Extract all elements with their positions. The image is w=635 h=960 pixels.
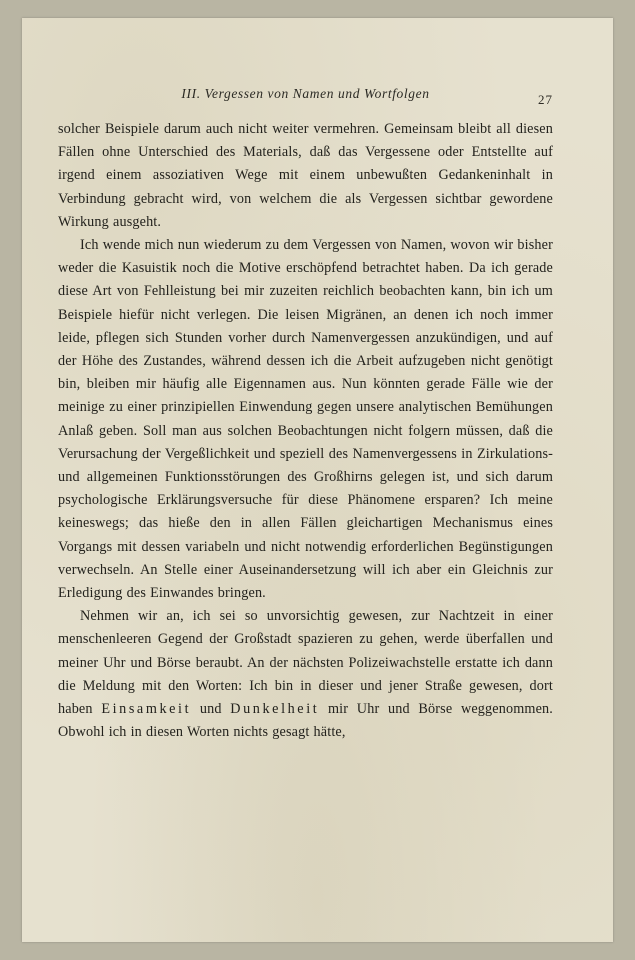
paragraph-3-part-1: Nehmen wir an, ich sei so unvorsichtig gewesen, zur Nachtzeit in einer menschenleeren Gegend der Großstadt spazieren zu gehen, werde überfallen und meiner Uhr und Börse beraubt. An der nächsten Polizeiwachstelle erstatte ich dann die Meldung mit den Worten: Ich bin in dieser und jener Straße gewesen, dort haben — [58, 608, 553, 718]
paragraph-3 — [58, 605, 553, 744]
paragraph-3-part-2: und — [191, 701, 231, 718]
paragraph-1: solcher Beispiele darum auch nicht weiter vermehren. Gemeinsam bleibt all diesen Fällen ohne Unterschied des Materials, daß das Vergessene oder Entstellte auf irgend einem assoziativen Wege mit einem unbewußten Gedankeninhalt in Verbindung gebracht wird, von welchem die als Vergessen sichtbar gewordene Wirkung ausgeht. — [58, 121, 553, 230]
page-text-block — [58, 86, 553, 744]
book-page — [22, 18, 613, 942]
page-number: 27 — [538, 92, 553, 107]
running-head — [181, 86, 429, 102]
emphasis-einsamkeit: Einsamkeit — [101, 701, 192, 718]
paragraph-3-part-3: mir Uhr und Börse weggenommen. Obwohl ich in diesen Worten nichts gesagt hätte, — [58, 701, 553, 741]
running-head-chapter-number: III. — [181, 86, 201, 101]
running-head-chapter-title: Vergessen von Namen und Wortfolgen — [204, 86, 430, 101]
paragraph-2: Ich wende mich nun wiederum zu dem Vergessen von Namen, wovon wir bisher weder die Kasuistik noch die Motive erschöpfend betrachtet haben. Da ich gerade diese Art von Fehlleistung bei mir zuzeiten reichlich beobachten kann, bin ich um Beispiele hiefür nicht verlegen. Die leisen Migränen, an denen ich noch immer leide, pflegen sich Stunden vorher durch Namenvergessen anzukündigen, und auf der Höhe des Zustandes, während dessen ich die Arbeit aufzugeben nicht genötigt bin, bleiben mir häufig alle Eigennamen aus. Nun könnten gerade Fälle wie der meinige zu einer prinzipiellen Einwendung gegen unsere analytischen Bemühungen Anlaß geben. Soll man aus solchen Beobachtungen nicht folgern müssen, daß die Verursachung der Vergeßlichkeit und speziell des Namenvergessens in Zirkulations- und allgemeinen Funktionsstörungen des Großhirns gelegen ist, und sich darum psychologische Erklärungsversuche für diese Phänomene ersparen? Ich meine keineswegs; das hieße den in allen Fällen gleichartigen Mechanismus eines Vorgangs mit dessen variabeln und nicht notwendig erforderlichen Begünstigungen verwechseln. An Stelle einer Auseinandersetzung will ich aber ein Gleichnis zur Erledigung des Einwandes bringen. — [58, 237, 553, 602]
page-header — [58, 86, 553, 108]
emphasis-dunkelheit: Dunkelheit — [230, 701, 320, 718]
